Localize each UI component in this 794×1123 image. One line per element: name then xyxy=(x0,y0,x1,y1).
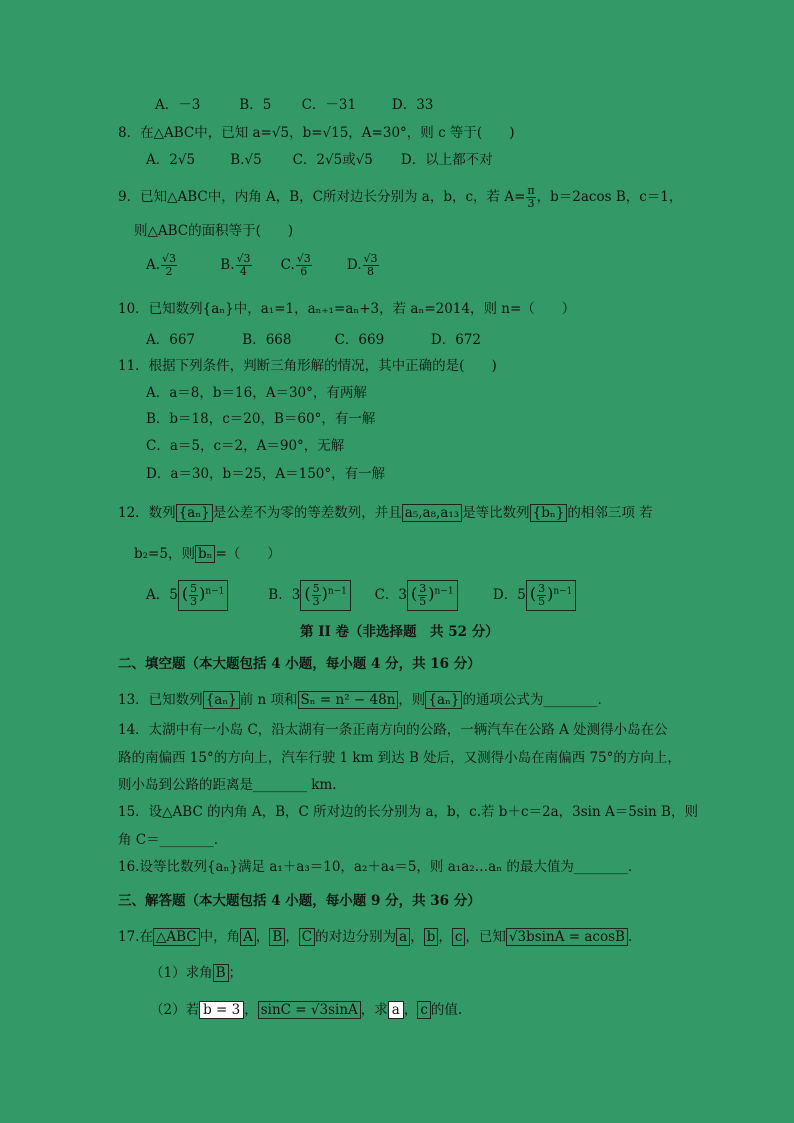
q17-box-c: c xyxy=(452,928,466,946)
q12-option-a: A．5 ( $\frac{5}{3}$ )$^{n-1}$ xyxy=(146,576,264,614)
q15-line-2: 角 C＝________. xyxy=(118,832,218,848)
q8-stem: 8．在△ABC中，已知 a=√5，b=√15，A=30°，则 c 等于( ) xyxy=(118,125,515,141)
q10-stem: 10．已知数列{aₙ}中，a₁=1，aₙ₊₁=aₙ+3，若 aₙ=2014，则 n=（ ） xyxy=(118,301,576,317)
q12-stem-2: b₂=5，则 bₙ =（ ） xyxy=(134,546,281,562)
q12-option-c: C．3 ( $\frac{3}{5}$ )$^{n-1}$ xyxy=(375,576,489,614)
q12-box-terms: a₅,a₈,a₁₃ xyxy=(402,504,462,522)
q17-sub2-box-a: a xyxy=(388,1001,404,1019)
q17-sub2-box-sinC: sinC = √3sinA xyxy=(258,1001,361,1019)
q7-option-a: A．－3 xyxy=(155,97,201,113)
q14-line-2: 路的南偏西 15°的方向上，汽车行驶 1 km 到达 B 处后，又测得小岛在南偏西 75°的方向上， xyxy=(118,750,681,766)
q17-sub2: （2）若 b = 3 ， sinC = √3sinA ，求 a ， c 的值. xyxy=(150,1002,463,1018)
q9-option-c: C. $\frac{√3}{6}$ xyxy=(280,252,311,278)
q17-sub1: （1）求角 B ； xyxy=(150,965,243,981)
q17-sub2-box-b3: b = 3 xyxy=(199,1001,244,1019)
q17-sub2-box-c: c xyxy=(417,1001,431,1019)
q7-options xyxy=(155,96,433,114)
q8-options xyxy=(146,151,493,169)
q7-option-b: B．5 xyxy=(239,97,272,113)
q14-line-1: 14．太湖中有一小岛 C，沿太湖有一条正南方向的公路，一辆汽车在公路 A 处测得小岛在公 xyxy=(118,722,668,738)
q12-box-bn2: bₙ xyxy=(195,545,215,563)
q9-options xyxy=(146,248,380,282)
q7-option-d: D．33 xyxy=(391,97,434,113)
part2-title: 第 II 卷（非选择题 共 52 分） xyxy=(300,624,499,640)
q16-stem: 16.设等比数列{aₙ}满足 a₁＋a₃＝10，a₂＋a₄＝5，则 a₁a₂…aₙ 的最大值为________． xyxy=(118,859,642,875)
q11-option-d: D．a＝30，b＝25，A＝150°，有一解 xyxy=(146,466,386,482)
q12-box-an: {aₙ} xyxy=(176,504,213,522)
q11-option-b: B．b＝18，c＝20，B＝60°，有一解 xyxy=(146,411,376,427)
q9-option-b: B. $\frac{√3}{4}$ xyxy=(220,252,251,278)
q13-stem: 13．已知数列 {aₙ} 前 n 项和 Sₙ = n² − 48n ，则 {aₙ} 的通项公式为________． xyxy=(118,692,611,708)
q12-box-bn: {bₙ} xyxy=(530,504,568,522)
q10-option-c: C．669 xyxy=(334,332,385,348)
q14-line-3: 则小岛到公路的距离是________ km. xyxy=(118,777,337,793)
q17-box-A: A xyxy=(240,928,256,946)
q9-option-d: D. $\frac{√3}{8}$ xyxy=(346,252,378,278)
q7-option-c: C．－31 xyxy=(301,97,357,113)
q10-options xyxy=(146,331,481,349)
q10-option-d: D．672 xyxy=(430,332,481,348)
q17-box-triangle: △ABC xyxy=(153,928,200,946)
q13-box-an: {aₙ} xyxy=(203,691,240,709)
q13-box-an2: {aₙ} xyxy=(425,691,462,709)
q17-box-C: C xyxy=(299,928,315,946)
q17-sub1-box-B: B xyxy=(213,964,229,982)
q12-option-b: B．3 ( $\frac{5}{3}$ )$^{n-1}$ xyxy=(268,576,370,614)
q10-option-a: A．667 xyxy=(146,332,196,348)
q11-stem: 11．根据下列条件，判断三角形解的情况，其中正确的是( ) xyxy=(118,358,497,374)
q9-stem-2: 则△ABC的面积等于( ) xyxy=(134,223,294,239)
q17-box-equation: √3bsinA = acosB xyxy=(506,928,628,946)
section3-title: 三、解答题（本大题包括 4 小题，每小题 9 分，共 36 分） xyxy=(118,893,481,909)
q17-box-B: B xyxy=(269,928,285,946)
q8-option-c: C．2√5或√5 xyxy=(292,152,373,168)
q8-option-d: D．以上都不对 xyxy=(400,152,493,168)
q12-stem: 12．数列 {aₙ} 是公差不为零的等差数列，并且 a₅,a₈,a₁₃ 是等比数列 {bₙ} 的相邻三项 若 xyxy=(118,505,653,521)
q12-options xyxy=(146,576,576,614)
q11-option-a: A．a＝8，b＝16，A＝30°，有两解 xyxy=(146,385,367,401)
q9-stem: 9．已知△ABC中，内角 A，B，C所对边长分别为 a，b，c，若 A= $\frac{\pi}{3}$ ，b＝2acos B，c＝1， xyxy=(118,184,683,210)
q11-option-c: C．a＝5，c＝2，A＝90°，无解 xyxy=(146,438,345,454)
q17-box-a: a xyxy=(396,928,410,946)
q9-fraction: $\frac{\pi}{3}$ xyxy=(527,184,535,210)
q9-option-a: A. $\frac{√3}{2}$ xyxy=(146,252,177,278)
q15-line-1: 15．设△ABC 的内角 A，B，C 所对边的长分别为 a，b，c.若 b＋c＝2a，3sin A＝5sin B，则 xyxy=(118,804,698,820)
q17-box-b: b xyxy=(424,928,439,946)
section2-title: 二、填空题（本大题包括 4 小题，每小题 4 分，共 16 分） xyxy=(118,656,481,672)
q12-option-d: D．5 ( $\frac{3}{5}$ )$^{n-1}$ xyxy=(493,576,577,614)
q8-option-b: B.√5 xyxy=(230,152,262,168)
q10-option-b: B．668 xyxy=(242,332,292,348)
q8-option-a: A．2√5 xyxy=(146,152,196,168)
q13-box-sn: Sₙ = n² − 48n xyxy=(298,691,399,709)
q17-stem: 17.在 △ABC 中，角 A ， B ， C 的对边分别为 a ， b ， c ，已知 √3bsinA = acosB . xyxy=(118,929,633,945)
